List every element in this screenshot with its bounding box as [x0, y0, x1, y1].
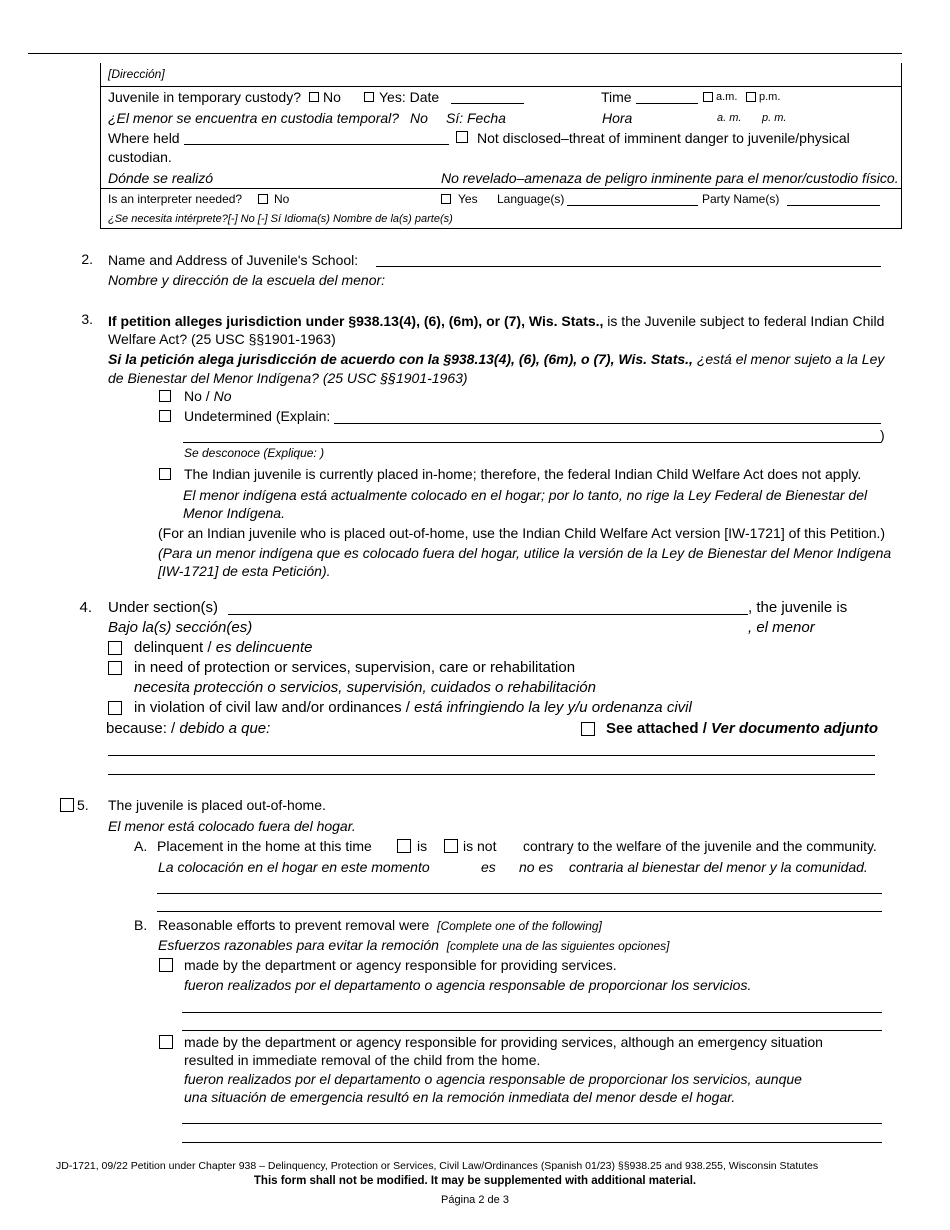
efforts-emergency-label-2: resulted in immediate removal of the child from the home. [184, 1052, 541, 1068]
interpreter-yes-checkbox[interactable] [441, 194, 451, 204]
delinquent-checkbox[interactable] [108, 641, 122, 655]
item-3-number: 3. [81, 311, 93, 327]
efforts-made-field-2[interactable] [182, 1030, 882, 1031]
no-es-label: no es [519, 859, 554, 875]
placement-label: Placement in the home at this time [157, 838, 372, 854]
interpreter-question: Is an interpreter needed? [108, 192, 243, 206]
contrary-label-es: contraria al bienestar del menor y la comunidad. [569, 859, 868, 875]
undetermined-close-paren: ) [880, 427, 885, 443]
item-5a-letter: A. [134, 838, 148, 854]
is-label: is [417, 838, 428, 854]
item-2-number: 2. [81, 251, 93, 267]
form-id: JD-1721, 09/22 Petition under Chapter 938 – Delinquency, Protection or Services, Civil Law/Ordinances (Spanish 01/23) §§938.25 and 938.255, Wisconsin Statutes [56, 1160, 819, 1172]
icwa-question [108, 313, 884, 329]
not-disclosed-checkbox[interactable] [456, 131, 468, 143]
placed-out-label-es: El menor está colocado fuera del hogar. [108, 818, 356, 834]
efforts-note-es: [complete una de las siguientes opciones] [446, 939, 670, 953]
donde-label: Dónde se realizó [108, 170, 214, 186]
interpreter-no-label: No [274, 192, 290, 206]
need-protection-checkbox[interactable] [108, 661, 122, 675]
icwa-undetermined-checkbox[interactable] [159, 410, 171, 422]
school-label-es: Nombre y dirección de la escuela del menor: [108, 272, 386, 288]
custody-no-es: No [410, 110, 428, 126]
because-field-1[interactable] [108, 755, 875, 756]
is-not-label: is not [463, 838, 497, 854]
efforts-emergency-label-es-2: una situación de emergencia resultó en la remoción inmediata del menor desde el hogar. [184, 1089, 736, 1105]
footer-notice: This form shall not be modified. It may be supplemented with additional material. [253, 1175, 697, 1187]
box-divider-1 [100, 86, 902, 87]
party-names-field[interactable] [787, 205, 880, 206]
efforts-made-field-1[interactable] [182, 1012, 882, 1013]
undetermined-label: Undetermined (Explain: [184, 408, 331, 424]
item-5-checkbox[interactable] [60, 798, 74, 812]
placed-out-label: The juvenile is placed out-of-home. [108, 797, 326, 813]
icwa-no-label [184, 388, 231, 404]
bajo-label: Bajo la(s) sección(es) [108, 619, 253, 636]
custodian-label: custodian. [108, 149, 172, 165]
under-sections-label: Under section(s) [108, 599, 219, 616]
under-sections-field[interactable] [228, 614, 748, 615]
custody-question-es: ¿El menor se encuentra en custodia temporal? [108, 110, 400, 126]
time-field[interactable] [636, 103, 698, 104]
si-fecha-label: Sí: Fecha [446, 110, 506, 126]
box-divider-2 [100, 188, 902, 189]
because-en: because: / [106, 720, 180, 737]
languages-label: Language(s) [497, 192, 565, 206]
is-contrary-checkbox[interactable] [397, 839, 411, 853]
undetermined-field-1[interactable] [334, 423, 881, 424]
icwa-in-home-checkbox[interactable] [159, 468, 171, 480]
out-home-note: (For an Indian juvenile who is placed out-of-home, use the Indian Child Welfare Act version [IW-1721] of this Petition.) [158, 525, 886, 541]
custody-date-field[interactable] [451, 103, 524, 104]
icwa-question-es-rest: ¿está el menor sujeto a la Ley [692, 351, 885, 367]
efforts-emergency-label-1: made by the department or agency responsible for providing services, although an emergency situation [184, 1034, 823, 1050]
is-not-contrary-checkbox[interactable] [444, 839, 458, 853]
icwa-question-rest: is the Juvenile subject to federal Indian Child [603, 313, 885, 329]
need-protection-label-es: necesita protección o servicios, supervisión, cuidados o rehabilitación [134, 679, 596, 696]
placement-label-es: La colocación en el hogar en este momento [158, 859, 430, 875]
hora-label: Hora [602, 110, 633, 126]
time-label: Time [601, 89, 632, 105]
pm-label: p.m. [759, 91, 781, 103]
custody-yes-date-label: Yes: Date [379, 89, 440, 105]
item-5b-letter: B. [134, 917, 148, 933]
in-home-label-es-1: El menor indígena está actualmente colocado en el hogar; por lo tanto, no rige la Ley Federal de Bienestar del [183, 487, 868, 503]
out-home-note-es-1: (Para un menor indígena que es colocado fuera del hogar, utilice la versión de la Ley de Bienestar del Menor Indígena [158, 545, 892, 561]
see-attached-checkbox[interactable] [581, 722, 595, 736]
efforts-emergency-field-2[interactable] [182, 1142, 882, 1143]
efforts-emergency-checkbox[interactable] [159, 1035, 173, 1049]
el-menor-label: , el menor [748, 619, 815, 636]
icwa-question-line2: Welfare Act? (25 USC §§1901-1963) [108, 331, 336, 347]
am-checkbox[interactable] [703, 92, 713, 102]
because-field-2[interactable] [108, 774, 875, 775]
efforts-note: [Complete one of the following] [437, 919, 602, 933]
out-home-note-es-2: [IW-1721] de esta Petición). [158, 563, 331, 579]
page-number: Página 2 de 3 [441, 1194, 509, 1206]
am-es-label: a. m. [717, 112, 742, 124]
civil-violation-en: in violation of civil law and/or ordinances / [134, 699, 415, 716]
civil-violation-label [134, 699, 692, 716]
pm-checkbox[interactable] [746, 92, 756, 102]
custody-question: Juvenile in temporary custody? [108, 89, 301, 105]
icwa-question-bold: If petition alleges jurisdiction under §938.13(4), (6), (6m), or (7), Wis. Stats., [108, 313, 604, 329]
item-4-number: 4. [79, 599, 92, 616]
need-protection-label: in need of protection or services, supervision, care or rehabilitation [134, 659, 576, 676]
direccion-label: [Dirección] [108, 67, 165, 81]
interpreter-question-es: ¿Se necesita intérprete?[-] No [-] Sí Idioma(s) Nombre de la(s) parte(s) [108, 213, 453, 225]
icwa-question-es-bold: Si la petición alega jurisdicción de acuerdo con la §938.13(4), (6), (6m), o (7), Wis. Stats., [108, 351, 693, 367]
civil-violation-es: está infringiendo la ley y/u ordenanza civil [414, 699, 692, 716]
juvenile-is-label: , the juvenile is [748, 599, 848, 616]
school-label: Name and Address of Juvenile's School: [108, 252, 359, 268]
school-field[interactable] [376, 266, 881, 267]
efforts-made-checkbox[interactable] [159, 958, 173, 972]
placement-field-1[interactable] [157, 893, 882, 894]
undetermined-field-2[interactable] [183, 442, 881, 443]
efforts-label [158, 917, 602, 933]
custody-yes-checkbox[interactable] [364, 92, 374, 102]
not-disclosed-label: Not disclosed–threat of imminent danger to juvenile/physical [477, 130, 850, 146]
where-held-field[interactable] [184, 144, 449, 145]
icwa-no-checkbox[interactable] [159, 390, 171, 402]
because-es: debido a que: [179, 720, 271, 737]
am-label: a.m. [716, 91, 738, 103]
because-label [106, 720, 270, 737]
see-attached-label [606, 720, 878, 737]
party-names-label: Party Name(s) [702, 192, 780, 206]
delinquent-label [134, 639, 312, 656]
pm-es-label: p. m. [762, 112, 787, 124]
icwa-no-es: No [213, 388, 232, 404]
custody-no-label: No [323, 89, 341, 105]
where-held-label: Where held [108, 130, 180, 146]
efforts-made-label-es: fueron realizados por el departamento o agencia responsable de proporcionar los servicios. [184, 977, 752, 993]
desconoce-label: Se desconoce (Explique: ) [184, 446, 325, 460]
header-rule [28, 53, 902, 54]
efforts-es: Esfuerzos razonables para evitar la remoción [158, 937, 439, 953]
placement-field-2[interactable] [157, 911, 882, 912]
in-home-label: The Indian juvenile is currently placed in-home; therefore, the federal Indian Child Welfare Act does not apply. [184, 466, 862, 482]
custody-no-checkbox[interactable] [309, 92, 319, 102]
es-label: es [481, 859, 496, 875]
languages-field[interactable] [567, 205, 698, 206]
see-attached-en: See attached / [606, 720, 712, 737]
see-attached-es: Ver documento adjunto [711, 720, 878, 737]
icwa-question-es-line2: de Bienestar del Menor Indígena? (25 USC §§1901-1963) [108, 370, 468, 386]
delinquent-es: es delincuente [215, 639, 313, 656]
efforts-emergency-label-es-1: fueron realizados por el departamento o agencia responsable de proporcionar los servicios, aunque [184, 1071, 802, 1087]
delinquent-en: delinquent / [134, 639, 216, 656]
in-home-label-es-2: Menor Indígena. [183, 505, 285, 521]
icwa-no-en: No / [184, 388, 214, 404]
interpreter-no-checkbox[interactable] [258, 194, 268, 204]
efforts-en: Reasonable efforts to prevent removal were [158, 917, 430, 933]
no-revelado-label: No revelado–amenaza de peligro inminente para el menor/custodio físico. [441, 170, 899, 186]
icwa-question-es [108, 351, 884, 367]
civil-violation-checkbox[interactable] [108, 701, 122, 715]
contrary-label: contrary to the welfare of the juvenile and the community. [523, 838, 877, 854]
efforts-label-es [158, 937, 670, 953]
efforts-made-label: made by the department or agency responsible for providing services. [184, 957, 617, 973]
item-5-number: 5. [77, 797, 89, 813]
efforts-emergency-field-1[interactable] [182, 1123, 882, 1124]
interpreter-yes-label: Yes [458, 192, 478, 206]
